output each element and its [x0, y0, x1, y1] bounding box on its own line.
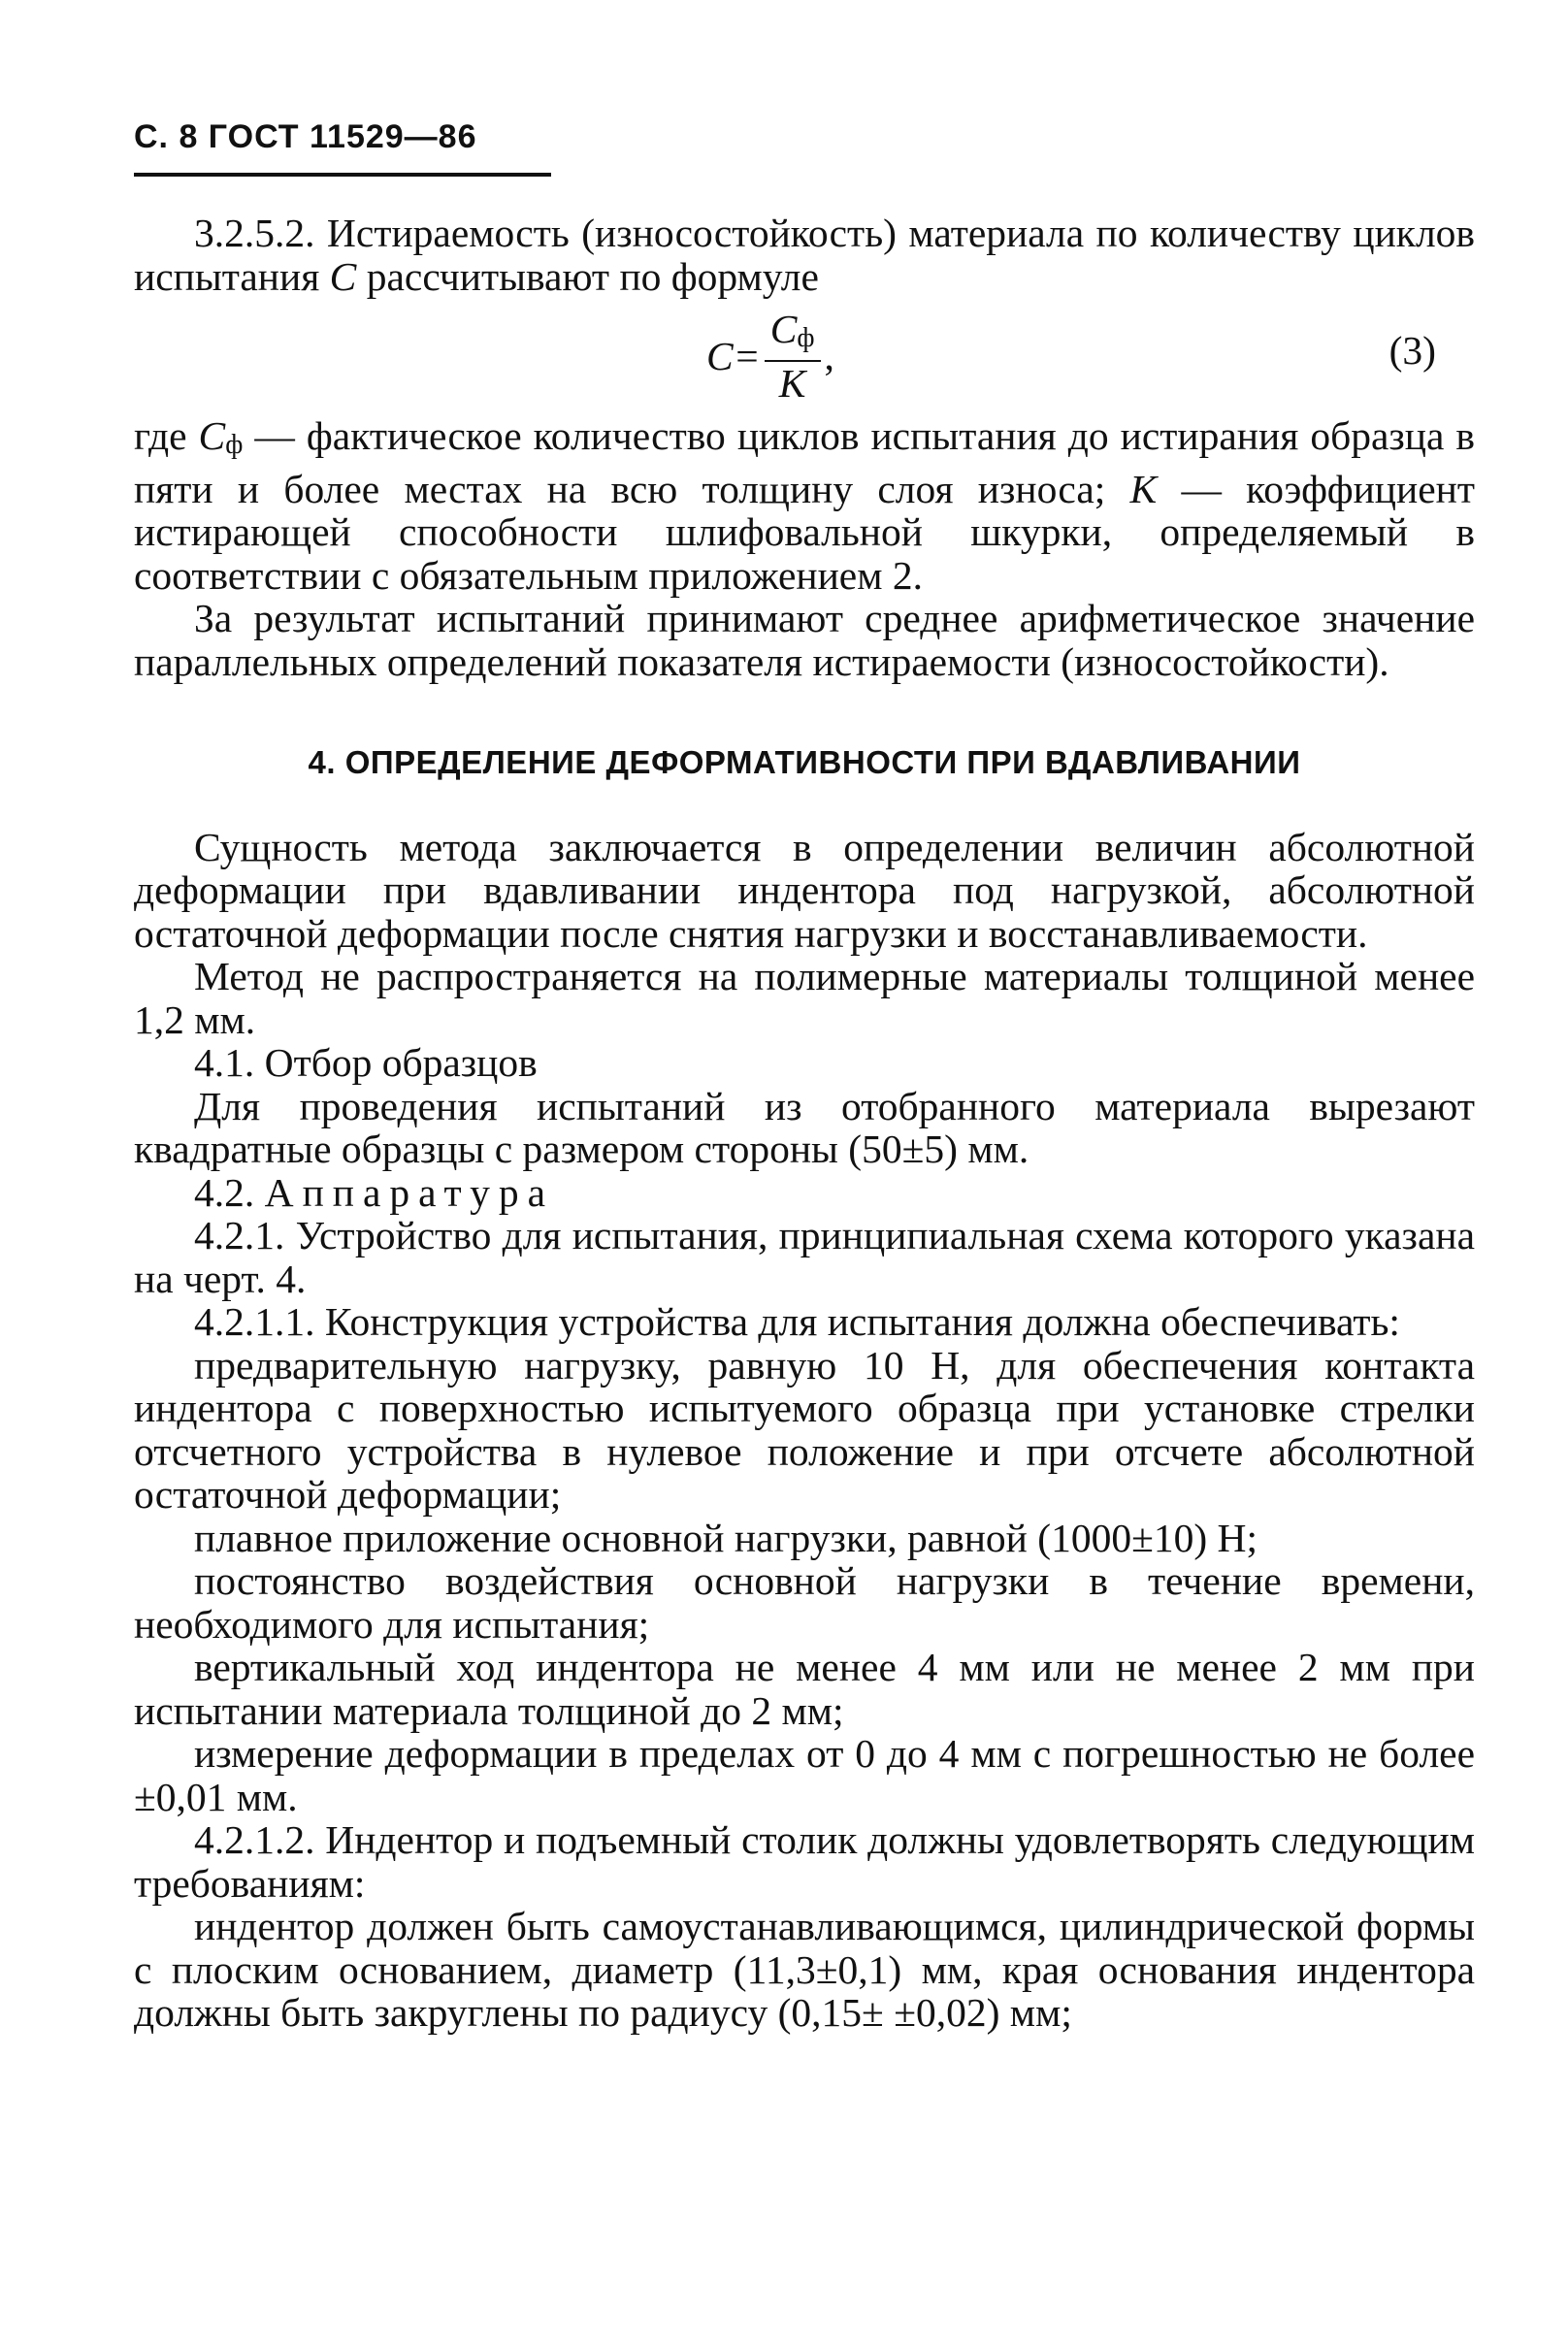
formula-expression: C= $\frac{Cф}{K}$ , — [706, 307, 834, 406]
list-item: плавное приложение основной нагрузки, равной (1000±10) Н; — [194, 1515, 1258, 1560]
paragraph-where: где Cф — фактическое количество циклов испытания до истирания образца в пяти и более местах на всю толщину слоя износа; K — коэффициент истирающей способности шлифовальной шкурки, определяемый в соответствии с обязательным приложением 2. — [134, 413, 1476, 598]
header-rule — [134, 173, 551, 177]
paragraph-4-1: Для проведения испытаний из отобранного материала вырезают квадратные образцы с размером стороны (50±5) мм. — [134, 1083, 1475, 1171]
list-item: индентор должен быть самоустанавливающимся, цилиндрической формы с плоским основанием, диаметр (11,3±0,1) мм, края основания индентора должны быть закруглены по радиусу (0,15± ±0,02) мм; — [134, 1904, 1475, 2035]
formula-lhs: C= — [706, 333, 761, 378]
paragraph-4-2-1-1: 4.2.1.1. Конструкция устройства для испытания должна обеспечивать: — [194, 1299, 1400, 1344]
list-item: измерение деформации в пределах от 0 до 4 мм с погрешностью не более ±0,01 мм. — [134, 1731, 1475, 1819]
paragraph-essence: Сущность метода заключается в определении величин абсолютной деформации при вдавливании индентора под нагрузкой, абсолютной остаточной деформации после снятия нагрузки и восстанавливаемости. — [134, 824, 1475, 956]
list-item: предварительную нагрузку, равную 10 Н, для обеспечения контакта индентора с поверхностью испытуемого образца при установке стрелки отсчетного устройства в нулевое положение и при отсчете абсолютной остаточной деформации; — [134, 1342, 1475, 1517]
paragraph-result: За результат испытаний принимают среднее арифметическое значение параллельных определений показателя истираемости (износостойкости). — [134, 596, 1475, 684]
formula-denominator: K — [778, 361, 806, 406]
paragraph-3-2-5-2: 3.2.5.2. Истираемость (износостойкость) материала по количеству циклов испытания C рассчитывают по формуле — [134, 211, 1475, 299]
section-4-title: 4. ОПРЕДЕЛЕНИЕ ДЕФОРМАТИВНОСТИ ПРИ ВДАВЛИВАНИИ — [308, 744, 1301, 780]
heading-4-2: 4.2. Аппаратура — [194, 1169, 555, 1215]
paragraph-4-2-1: 4.2.1. Устройство для испытания, принципиальная схема которого указана на черт. 4. — [134, 1213, 1475, 1301]
document-body — [134, 212, 1475, 2035]
formula-number: (3) — [1388, 328, 1436, 373]
paragraph-scope: Метод не распространяется на полимерные материалы толщиной менее 1,2 мм. — [134, 954, 1475, 1042]
heading-4-1: 4.1. Отбор образцов — [194, 1040, 538, 1085]
formula-fraction — [765, 308, 821, 405]
list-item: постоянство воздействия основной нагрузки в течение времени, необходимого для испытания; — [134, 1558, 1475, 1647]
formula-3 — [134, 298, 1475, 414]
formula-numerator: Cф — [765, 308, 821, 362]
list-item: вертикальный ход индентора не менее 4 мм или не менее 2 мм при испытании материала толщиной до 2 мм; — [134, 1645, 1475, 1733]
page-header: С. 8 ГОСТ 11529—86 — [134, 118, 477, 155]
paragraph-4-2-1-2: 4.2.1.2. Индентор и подъемный столик должны удовлетворять следующим требованиям: — [134, 1817, 1475, 1906]
